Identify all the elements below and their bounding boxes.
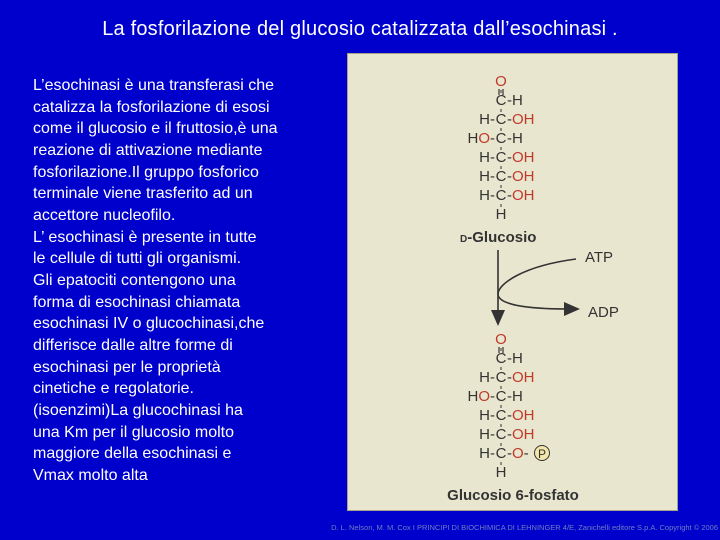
glucose-6-phosphate-carbon-2: C [495, 369, 507, 386]
glucose-6-phosphate-right-group-2: -OH [507, 369, 535, 386]
atp-label: ATP [585, 249, 614, 266]
paragraph-hexokinase-presence: L’ esochinasi è presente in tutte le cellule di tutti gli organismi. [33, 228, 257, 268]
glucose-right-group-2: -OH [507, 111, 535, 128]
glucose-6-phosphate-right-group-5: -OH [507, 426, 535, 443]
glucose-6-phosphate-carbon-6: C [495, 445, 507, 462]
phosphate-label: P [537, 447, 547, 461]
glucose-carbon-4: C [495, 149, 507, 166]
glucose-6-phosphate-left-group-3: HO- [467, 388, 495, 405]
reaction-arrow-head [491, 310, 505, 326]
glucose-left-group-2: H- [479, 111, 495, 128]
glucose-carbon-2: C [495, 111, 507, 128]
glucose-carbon-3: C [495, 130, 507, 147]
glucose-right-group-4: -OH [507, 149, 535, 166]
glucose-right-group-3: -H [507, 130, 523, 147]
paragraph-glucokinase: Gli epatociti contengono una forma di esochinasi chiamata esochinasi IV o glucochinasi,che differisce dalle altre forme di esochinasi per le proprietà cinetiche e regolatorie. (isoenzimi)La glucochinasi ha una Km per il glucosio molto maggiore della esochinasi e Vmax molto alta [33, 271, 265, 484]
reaction-diagram [348, 54, 679, 512]
copyright-credit: D. L. Nelson, M. M. Cox I PRINCIPI DI BIOCHIMICA DI LEHNINGER 4/E, Zanichelli editore S.p.A. Copyright © 2006 [331, 523, 718, 532]
glucose-6-phosphate-left-group-6: H- [479, 445, 495, 462]
glucose-6-phosphate-right-group-6: -O- [507, 445, 529, 462]
cofactor-arrow-head [564, 302, 580, 316]
glucose-6-phosphate-right-group-1: -H [507, 350, 523, 367]
glucose-6-phosphate-right-group-4: -OH [507, 407, 535, 424]
glucose-6-phosphate-terminal-h: H [495, 464, 507, 481]
glucose-6-phosphate-left-group-2: H- [479, 369, 495, 386]
glucose-carbon-5: C [495, 168, 507, 185]
glucose-6-phosphate-name: Glucosio 6-fosfato [447, 487, 579, 504]
glucose-6-phosphate-carbon-4: C [495, 407, 507, 424]
glucose-6-phosphate-carbon-3: C [495, 388, 507, 405]
cofactor-curve-arrow [498, 259, 576, 309]
glucose-right-group-5: -OH [507, 168, 535, 185]
glucose-carbon-6: C [495, 187, 507, 204]
glucose-6-phosphate-left-group-5: H- [479, 426, 495, 443]
glucose-6-phosphate-carbon-5: C [495, 426, 507, 443]
glucose-carbon-1: C [495, 92, 507, 109]
glucose-left-group-5: H- [479, 168, 495, 185]
glucose-right-group-1: -H [507, 92, 523, 109]
glucose-left-group-6: H- [479, 187, 495, 204]
glucose-right-group-6: -OH [507, 187, 535, 204]
glucose-carbonyl-oxygen: O [495, 73, 507, 90]
glucose-6-phosphate-carbon-1: C [495, 350, 507, 367]
reaction-figure [347, 53, 678, 511]
adp-label: ADP [588, 304, 619, 321]
glucose-left-group-4: H- [479, 149, 495, 166]
slide-title: La fosforilazione del glucosio catalizzata dall’esochinasi . [102, 18, 618, 40]
glucose-name: D-Glucosio [460, 229, 537, 246]
glucose-terminal-h: H [495, 206, 507, 223]
glucose-6-phosphate-left-group-4: H- [479, 407, 495, 424]
paragraph-hexokinase-definition: L’esochinasi è una transferasi che catalizza la fosforilazione di esosi come il glucosio e il fruttosio,è una reazione di attivazione mediante fosforilazione.Il gruppo fosforico terminale viene trasferito ad un accettore nucleofilo. [33, 77, 278, 224]
glucose-6-phosphate-right-group-3: -H [507, 388, 523, 405]
slide-body [33, 75, 333, 486]
glucose-6-phosphate-carbonyl-oxygen: O [495, 331, 507, 348]
glucose-left-group-3: HO- [467, 130, 495, 147]
